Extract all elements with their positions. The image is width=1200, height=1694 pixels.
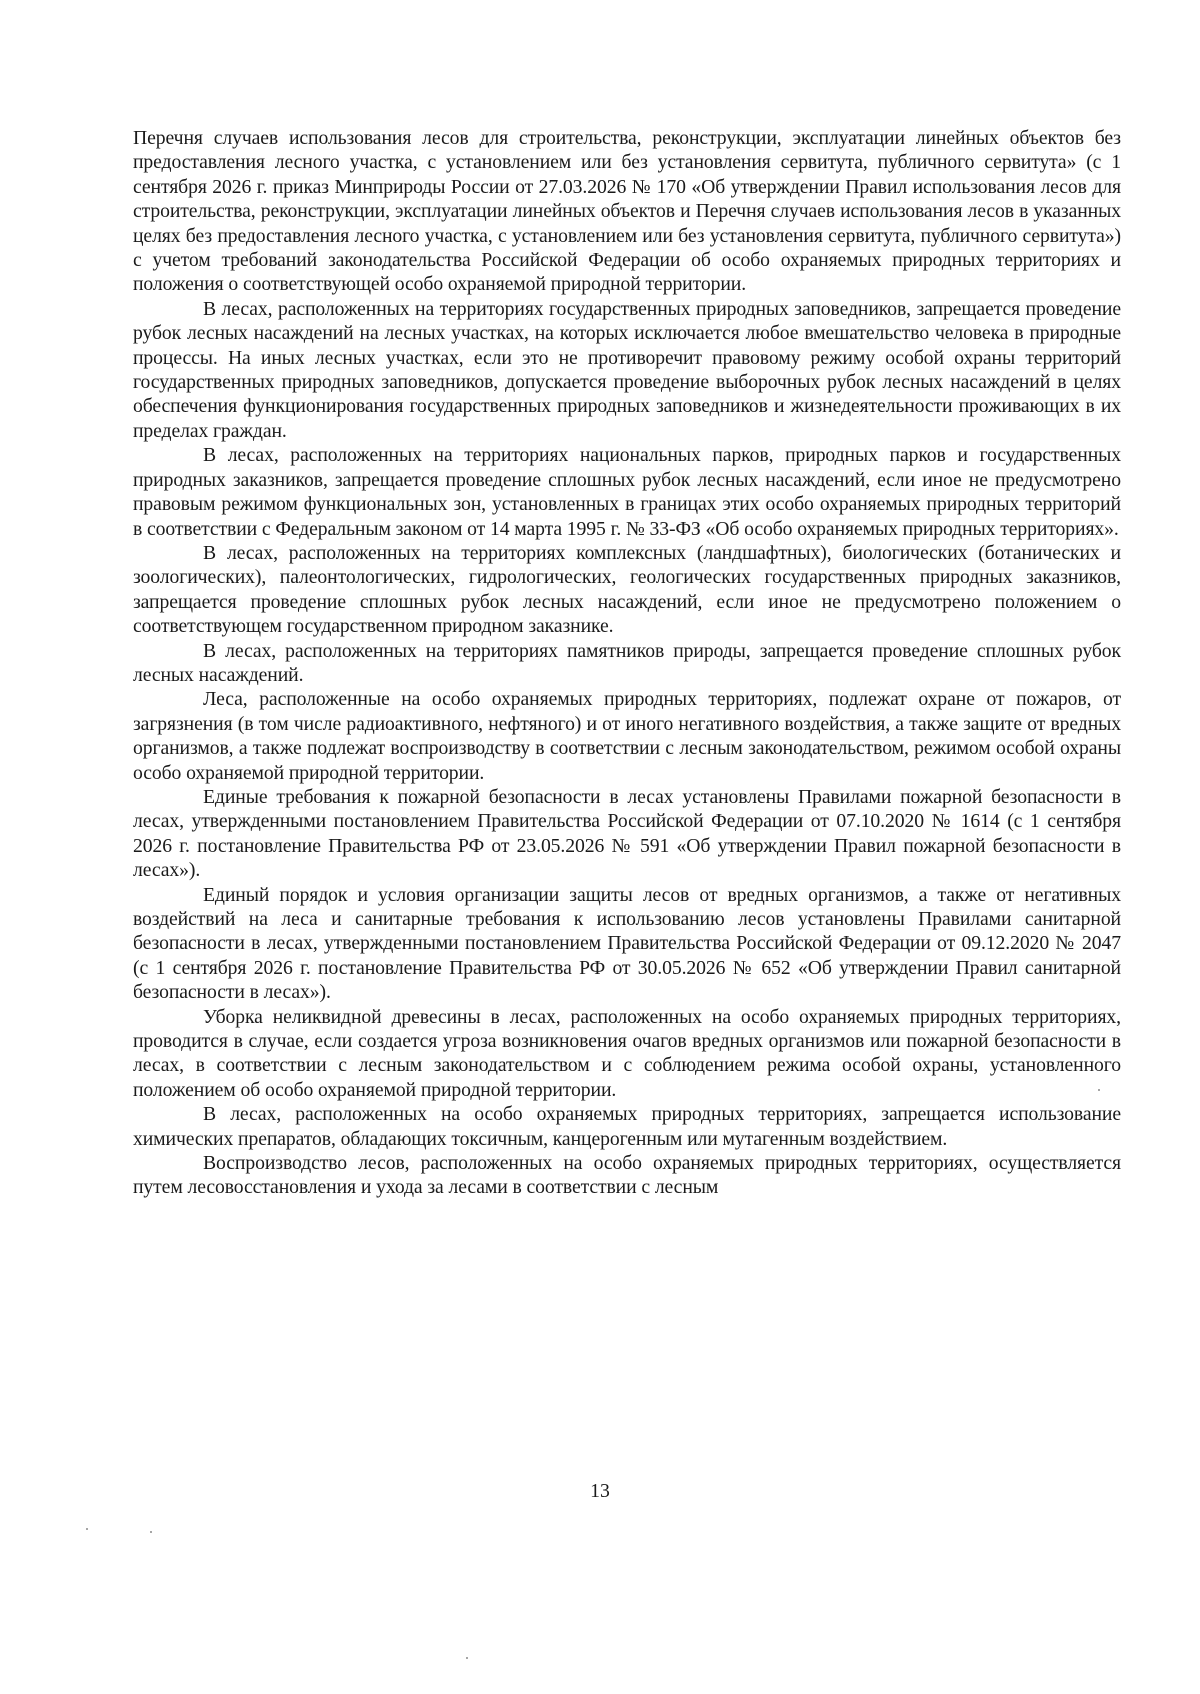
scan-speck	[466, 1657, 468, 1659]
paragraph-natural-monuments: В лесах, расположенных на территориях памятников природы, запрещается проведение сплошных рубок лесных насаждений.	[133, 639, 1121, 686]
scan-speck	[150, 1531, 152, 1533]
paragraph-reproduction: Воспроизводство лесов, расположенных на особо охраняемых природных территориях, осуществляется путем лесовосстановления и ухода за лесами в соответствии с лесным	[133, 1152, 1121, 1199]
paragraph-fire-safety: Единые требования к пожарной безопасности в лесах установлены Правилами пожарной безопасности в лесах, утвержденными постановлением Правительства Российской Федерации от 07.10.2020 № 1614 (с 1 сентября 2026 г. постановление Правительства РФ от 23.05.2026 № 591 «Об утверждении Правил пожарной безопасности в лесах»).	[133, 785, 1121, 882]
paragraph-chemicals-ban: В лесах, расположенных на особо охраняемых природных территориях, запрещается использование химических препаратов, обладающих токсичным, канцерогенным или мутагенным воздействием.	[133, 1103, 1121, 1150]
paragraph-sanctuaries: В лесах, расположенных на территориях комплексных (ландшафтных), биологических (ботанических и зоологических), палеонтологических, гидрологических, геологических государственных природных заказников, запрещается проведение сплошных рубок лесных насаждений, если иное не предусмотрено положением о соответствующем государственном природном заказнике.	[133, 541, 1121, 638]
paragraph-sanitary-safety: Единый порядок и условия организации защиты лесов от вредных организмов, а также от негативных воздействий на леса и санитарные требования к использованию лесов установлены Правилами санитарной безопасности в лесах, утвержденными постановлением Правительства Российской Федерации от 09.12.2020 № 2047 (с 1 сентября 2026 г. постановление Правительства РФ от 30.05.2026 № 652 «Об утверждении Правил санитарной безопасности в лесах»).	[133, 883, 1121, 1004]
paragraph-deadwood-removal: Уборка неликвидной древесины в лесах, расположенных на особо охраняемых природных территориях, проводится в случае, если создается угроза возникновения очагов вредных организмов или пожарной безопасности в лесах, в соответствии с лесным законодательством и с соблюдением режима особой охраны, установленного положением об особо охраняемой природной территории.	[133, 1005, 1121, 1101]
paragraph-continuation: Перечня случаев использования лесов для строительства, реконструкции, эксплуатации линейных объектов без предоставления лесного участка, с установлением или без установления сервитута, публичного сервитута» (с 1 сентября 2026 г. приказ Минприроды России от 27.03.2026 № 170 «Об утверждении Правил использования лесов для строительства, реконструкции, эксплуатации линейных объектов и Перечня случаев использования лесов в указанных целях без предоставления лесного участка, с установлением или без установления сервитута, публичного сервитута») с учетом требований законодательства Российской Федерации об особо охраняемых природных территориях и положения о соответствующей особо охраняемой природной территории.	[133, 127, 1121, 296]
document-body	[133, 126, 1121, 1200]
paragraph-forest-protection: Леса, расположенные на особо охраняемых природных территориях, подлежат охране от пожаров, от загрязнения (в том числе радиоактивного, нефтяного) и от иного негативного воздействия, а также защите от вредных организмов, а также подлежат воспроизводству в соответствии с лесным законодательством, режимом особой охраны особо охраняемой природной территории.	[133, 688, 1121, 784]
paragraph-national-parks: В лесах, расположенных на территориях национальных парков, природных парков и государственных природных заказников, запрещается проведение сплошных рубок лесных насаждений, если иное не предусмотрено правовым режимом функциональных зон, установленных в границах этих особо охраняемых природных территорий в соответствии с Федеральным законом от 14 марта 1995 г. № 33-ФЗ «Об особо охраняемых природных территориях».	[133, 444, 1121, 540]
scan-speck	[86, 1528, 88, 1530]
page-number: 13	[590, 1480, 610, 1502]
scan-speck	[1098, 1089, 1100, 1091]
paragraph-reserves: В лесах, расположенных на территориях государственных природных заповедников, запрещается проведение рубок лесных насаждений на лесных участках, на которых исключается любое вмешательство человека в природные процессы. На иных лесных участках, если это не противоречит правовому режиму особой охраны территорий государственных природных заповедников, допускается проведение выборочных рубок лесных насаждений в целях обеспечения функционирования государственных природных заповедников и жизнедеятельности проживающих в их пределах граждан.	[133, 297, 1121, 442]
